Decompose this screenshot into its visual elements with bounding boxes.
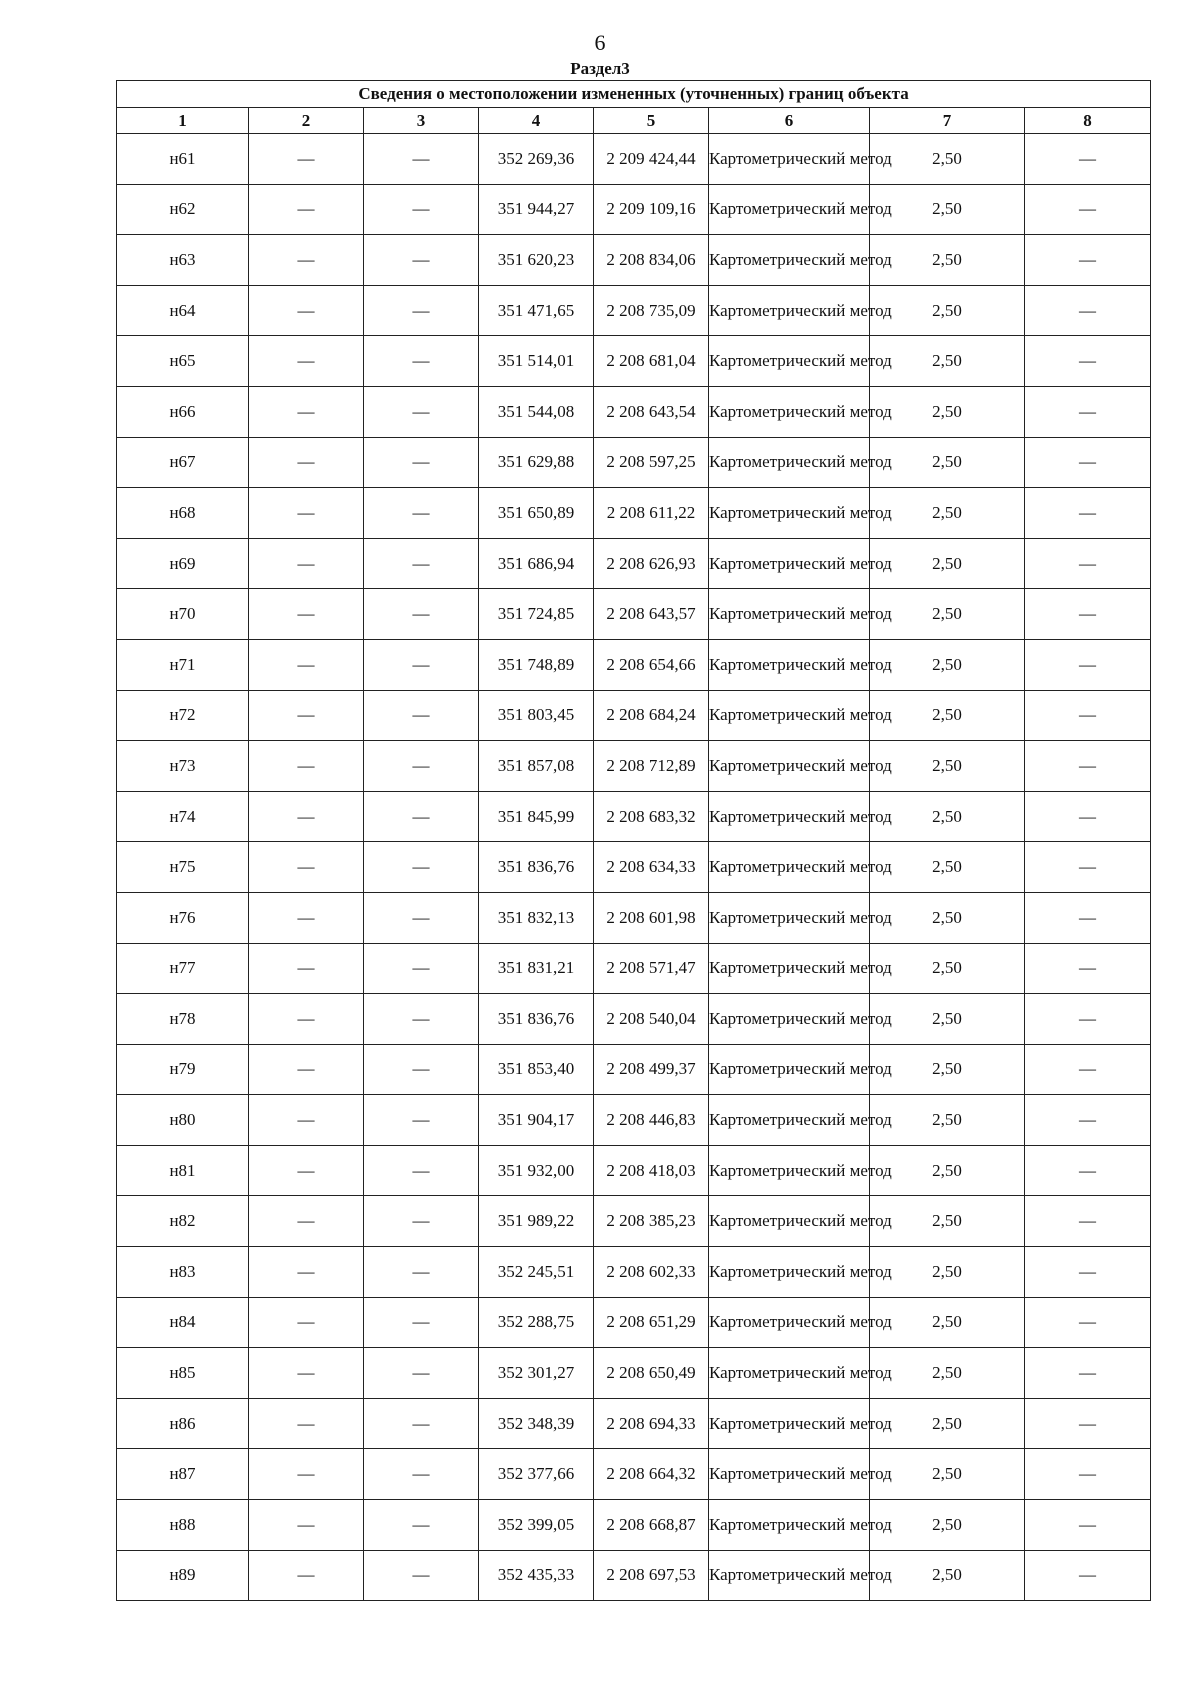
y-coordinate-cell: 2 208 683,32 [594,791,709,842]
table-caption: Сведения о местоположении измененных (уточненных) границ объекта [117,81,1151,108]
point-name-cell: н71 [117,639,249,690]
point-name-cell: н64 [117,285,249,336]
accuracy-cell: 2,50 [870,437,1025,488]
x-coordinate-cell: 351 514,01 [479,336,594,387]
empty-value-cell: — [364,1044,479,1095]
table-row [117,235,1151,286]
empty-value-cell: — [249,741,364,792]
empty-value-cell: — [1025,1550,1151,1601]
point-name-cell: н86 [117,1398,249,1449]
accuracy-cell: 2,50 [870,1348,1025,1399]
y-coordinate-cell: 2 208 601,98 [594,892,709,943]
accuracy-cell: 2,50 [870,741,1025,792]
accuracy-cell: 2,50 [870,1500,1025,1551]
method-cell: Картометрический метод [709,538,870,589]
accuracy-cell: 2,50 [870,892,1025,943]
table-row [117,1247,1151,1298]
x-coordinate-cell: 351 853,40 [479,1044,594,1095]
y-coordinate-cell: 2 209 109,16 [594,184,709,235]
x-coordinate-cell: 351 748,89 [479,639,594,690]
point-name-cell: н77 [117,943,249,994]
x-coordinate-cell: 351 904,17 [479,1095,594,1146]
point-name-cell: н66 [117,386,249,437]
method-cell: Картометрический метод [709,285,870,336]
empty-value-cell: — [364,1095,479,1146]
empty-value-cell: — [249,285,364,336]
table-row [117,943,1151,994]
accuracy-cell: 2,50 [870,791,1025,842]
table-row [117,1398,1151,1449]
empty-value-cell: — [364,741,479,792]
empty-value-cell: — [364,791,479,842]
x-coordinate-cell: 351 989,22 [479,1196,594,1247]
accuracy-cell: 2,50 [870,538,1025,589]
accuracy-cell: 2,50 [870,1095,1025,1146]
table-row [117,842,1151,893]
accuracy-cell: 2,50 [870,184,1025,235]
empty-value-cell: — [249,1196,364,1247]
point-name-cell: н81 [117,1145,249,1196]
point-name-cell: н88 [117,1500,249,1551]
column-number: 5 [594,108,709,134]
empty-value-cell: — [249,639,364,690]
empty-value-cell: — [364,538,479,589]
empty-value-cell: — [249,1398,364,1449]
x-coordinate-cell: 351 836,76 [479,994,594,1045]
x-coordinate-cell: 352 435,33 [479,1550,594,1601]
point-name-cell: н75 [117,842,249,893]
point-name-cell: н80 [117,1095,249,1146]
empty-value-cell: — [1025,1247,1151,1298]
point-name-cell: н87 [117,1449,249,1500]
x-coordinate-cell: 352 399,05 [479,1500,594,1551]
page-number: 6 [594,30,606,55]
accuracy-cell: 2,50 [870,386,1025,437]
table-row [117,134,1151,185]
accuracy-cell: 2,50 [870,639,1025,690]
empty-value-cell: — [1025,943,1151,994]
y-coordinate-cell: 2 208 694,33 [594,1398,709,1449]
empty-value-cell: — [249,184,364,235]
point-name-cell: н84 [117,1297,249,1348]
empty-value-cell: — [1025,1297,1151,1348]
empty-value-cell: — [364,690,479,741]
empty-value-cell: — [249,1044,364,1095]
column-number: 8 [1025,108,1151,134]
table-body [117,134,1151,1601]
table-row [117,791,1151,842]
x-coordinate-cell: 352 377,66 [479,1449,594,1500]
y-coordinate-cell: 2 208 681,04 [594,336,709,387]
empty-value-cell: — [1025,1044,1151,1095]
point-name-cell: н72 [117,690,249,741]
empty-value-cell: — [364,1196,479,1247]
table-row [117,336,1151,387]
method-cell: Картометрический метод [709,1145,870,1196]
y-coordinate-cell: 2 208 684,24 [594,690,709,741]
accuracy-cell: 2,50 [870,1196,1025,1247]
point-name-cell: н76 [117,892,249,943]
table-row [117,386,1151,437]
empty-value-cell: — [249,1348,364,1399]
empty-value-cell: — [249,943,364,994]
empty-value-cell: — [364,1500,479,1551]
point-name-cell: н69 [117,538,249,589]
y-coordinate-cell: 2 208 385,23 [594,1196,709,1247]
method-cell: Картометрический метод [709,1398,870,1449]
empty-value-cell: — [249,1247,364,1298]
empty-value-cell: — [249,994,364,1045]
table-row [117,1044,1151,1095]
table-row [117,1348,1151,1399]
y-coordinate-cell: 2 208 834,06 [594,235,709,286]
point-name-cell: н78 [117,994,249,1045]
empty-value-cell: — [1025,437,1151,488]
y-coordinate-cell: 2 208 634,33 [594,842,709,893]
empty-value-cell: — [364,437,479,488]
y-coordinate-cell: 2 208 626,93 [594,538,709,589]
y-coordinate-cell: 2 208 597,25 [594,437,709,488]
x-coordinate-cell: 351 944,27 [479,184,594,235]
empty-value-cell: — [249,488,364,539]
empty-value-cell: — [249,1145,364,1196]
empty-value-cell: — [364,1145,479,1196]
empty-value-cell: — [1025,741,1151,792]
method-cell: Картометрический метод [709,690,870,741]
table-row [117,1145,1151,1196]
empty-value-cell: — [249,386,364,437]
empty-value-cell: — [249,1550,364,1601]
empty-value-cell: — [1025,285,1151,336]
empty-value-cell: — [364,842,479,893]
empty-value-cell: — [249,437,364,488]
empty-value-cell: — [364,386,479,437]
empty-value-cell: — [249,336,364,387]
accuracy-cell: 2,50 [870,1145,1025,1196]
x-coordinate-cell: 351 857,08 [479,741,594,792]
empty-value-cell: — [364,1550,479,1601]
y-coordinate-cell: 2 208 735,09 [594,285,709,336]
x-coordinate-cell: 351 832,13 [479,892,594,943]
x-coordinate-cell: 351 471,65 [479,285,594,336]
x-coordinate-cell: 351 836,76 [479,842,594,893]
empty-value-cell: — [1025,842,1151,893]
empty-value-cell: — [249,538,364,589]
table-row [117,1449,1151,1500]
point-name-cell: н61 [117,134,249,185]
point-name-cell: н63 [117,235,249,286]
y-coordinate-cell: 2 208 643,57 [594,589,709,640]
accuracy-cell: 2,50 [870,235,1025,286]
empty-value-cell: — [1025,1398,1151,1449]
empty-value-cell: — [364,1398,479,1449]
empty-value-cell: — [364,1348,479,1399]
method-cell: Картометрический метод [709,741,870,792]
method-cell: Картометрический метод [709,184,870,235]
y-coordinate-cell: 2 208 571,47 [594,943,709,994]
empty-value-cell: — [1025,892,1151,943]
x-coordinate-cell: 351 803,45 [479,690,594,741]
y-coordinate-cell: 2 208 602,33 [594,1247,709,1298]
accuracy-cell: 2,50 [870,690,1025,741]
accuracy-cell: 2,50 [870,1398,1025,1449]
empty-value-cell: — [364,235,479,286]
method-cell: Картометрический метод [709,1196,870,1247]
y-coordinate-cell: 2 209 424,44 [594,134,709,185]
empty-value-cell: — [249,1449,364,1500]
y-coordinate-cell: 2 208 697,53 [594,1550,709,1601]
table-row [117,184,1151,235]
table-row [117,994,1151,1045]
point-name-cell: н67 [117,437,249,488]
method-cell: Картометрический метод [709,386,870,437]
column-number: 6 [709,108,870,134]
method-cell: Картометрический метод [709,589,870,640]
method-cell: Картометрический метод [709,1095,870,1146]
empty-value-cell: — [1025,994,1151,1045]
empty-value-cell: — [1025,134,1151,185]
accuracy-cell: 2,50 [870,1550,1025,1601]
point-name-cell: н85 [117,1348,249,1399]
empty-value-cell: — [1025,488,1151,539]
y-coordinate-cell: 2 208 540,04 [594,994,709,1045]
x-coordinate-cell: 351 620,23 [479,235,594,286]
empty-value-cell: — [364,1247,479,1298]
table-row [117,437,1151,488]
column-number: 4 [479,108,594,134]
empty-value-cell: — [364,184,479,235]
empty-value-cell: — [249,842,364,893]
accuracy-cell: 2,50 [870,1449,1025,1500]
column-number: 7 [870,108,1025,134]
point-name-cell: н89 [117,1550,249,1601]
empty-value-cell: — [1025,639,1151,690]
empty-value-cell: — [1025,1196,1151,1247]
method-cell: Картометрический метод [709,639,870,690]
y-coordinate-cell: 2 208 446,83 [594,1095,709,1146]
point-name-cell: н73 [117,741,249,792]
method-cell: Картометрический метод [709,1449,870,1500]
point-name-cell: н70 [117,589,249,640]
accuracy-cell: 2,50 [870,488,1025,539]
empty-value-cell: — [1025,1348,1151,1399]
point-name-cell: н65 [117,336,249,387]
empty-value-cell: — [249,1297,364,1348]
column-number: 2 [249,108,364,134]
accuracy-cell: 2,50 [870,943,1025,994]
table-row [117,538,1151,589]
x-coordinate-cell: 351 629,88 [479,437,594,488]
accuracy-cell: 2,50 [870,1044,1025,1095]
empty-value-cell: — [249,235,364,286]
point-name-cell: н74 [117,791,249,842]
method-cell: Картометрический метод [709,437,870,488]
empty-value-cell: — [364,589,479,640]
x-coordinate-cell: 351 845,99 [479,791,594,842]
table-row [117,488,1151,539]
empty-value-cell: — [1025,690,1151,741]
empty-value-cell: — [364,1449,479,1500]
accuracy-cell: 2,50 [870,134,1025,185]
table-row [117,285,1151,336]
empty-value-cell: — [364,285,479,336]
empty-value-cell: — [364,488,479,539]
empty-value-cell: — [1025,386,1151,437]
accuracy-cell: 2,50 [870,994,1025,1045]
table-row [117,1095,1151,1146]
table-row [117,1196,1151,1247]
boundary-coordinates-table [116,80,1151,1601]
y-coordinate-cell: 2 208 712,89 [594,741,709,792]
empty-value-cell: — [249,690,364,741]
method-cell: Картометрический метод [709,943,870,994]
x-coordinate-cell: 351 831,21 [479,943,594,994]
empty-value-cell: — [1025,589,1151,640]
table-row [117,639,1151,690]
method-cell: Картометрический метод [709,1500,870,1551]
method-cell: Картометрический метод [709,1247,870,1298]
y-coordinate-cell: 2 208 654,66 [594,639,709,690]
x-coordinate-cell: 352 348,39 [479,1398,594,1449]
empty-value-cell: — [364,639,479,690]
accuracy-cell: 2,50 [870,589,1025,640]
table-row [117,1500,1151,1551]
empty-value-cell: — [249,589,364,640]
empty-value-cell: — [364,336,479,387]
x-coordinate-cell: 352 288,75 [479,1297,594,1348]
point-name-cell: н62 [117,184,249,235]
empty-value-cell: — [1025,538,1151,589]
empty-value-cell: — [1025,1449,1151,1500]
empty-value-cell: — [249,1500,364,1551]
method-cell: Картометрический метод [709,488,870,539]
empty-value-cell: — [1025,184,1151,235]
method-cell: Картометрический метод [709,791,870,842]
table-row [117,1550,1151,1601]
empty-value-cell: — [249,134,364,185]
x-coordinate-cell: 352 245,51 [479,1247,594,1298]
method-cell: Картометрический метод [709,1044,870,1095]
empty-value-cell: — [249,1095,364,1146]
column-number: 1 [117,108,249,134]
empty-value-cell: — [364,1297,479,1348]
y-coordinate-cell: 2 208 611,22 [594,488,709,539]
method-cell: Картометрический метод [709,134,870,185]
empty-value-cell: — [364,134,479,185]
accuracy-cell: 2,50 [870,842,1025,893]
table-row [117,690,1151,741]
x-coordinate-cell: 351 544,08 [479,386,594,437]
column-number-row [117,108,1151,134]
x-coordinate-cell: 351 686,94 [479,538,594,589]
method-cell: Картометрический метод [709,1297,870,1348]
x-coordinate-cell: 351 650,89 [479,488,594,539]
point-name-cell: н83 [117,1247,249,1298]
y-coordinate-cell: 2 208 643,54 [594,386,709,437]
point-name-cell: н82 [117,1196,249,1247]
accuracy-cell: 2,50 [870,1247,1025,1298]
y-coordinate-cell: 2 208 499,37 [594,1044,709,1095]
empty-value-cell: — [1025,1095,1151,1146]
x-coordinate-cell: 351 724,85 [479,589,594,640]
empty-value-cell: — [364,994,479,1045]
y-coordinate-cell: 2 208 668,87 [594,1500,709,1551]
x-coordinate-cell: 352 269,36 [479,134,594,185]
x-coordinate-cell: 351 932,00 [479,1145,594,1196]
empty-value-cell: — [249,892,364,943]
empty-value-cell: — [364,943,479,994]
y-coordinate-cell: 2 208 664,32 [594,1449,709,1500]
method-cell: Картометрический метод [709,842,870,893]
empty-value-cell: — [1025,1145,1151,1196]
accuracy-cell: 2,50 [870,336,1025,387]
empty-value-cell: — [1025,791,1151,842]
point-name-cell: н68 [117,488,249,539]
empty-value-cell: — [249,791,364,842]
empty-value-cell: — [1025,1500,1151,1551]
empty-value-cell: — [1025,336,1151,387]
table-row [117,741,1151,792]
table-row [117,1297,1151,1348]
method-cell: Картометрический метод [709,336,870,387]
method-cell: Картометрический метод [709,1348,870,1399]
x-coordinate-cell: 352 301,27 [479,1348,594,1399]
method-cell: Картометрический метод [709,1550,870,1601]
empty-value-cell: — [1025,235,1151,286]
empty-value-cell: — [364,892,479,943]
method-cell: Картометрический метод [709,994,870,1045]
accuracy-cell: 2,50 [870,285,1025,336]
y-coordinate-cell: 2 208 651,29 [594,1297,709,1348]
section-title: Раздел3 [570,59,630,78]
method-cell: Картометрический метод [709,892,870,943]
point-name-cell: н79 [117,1044,249,1095]
y-coordinate-cell: 2 208 650,49 [594,1348,709,1399]
column-number: 3 [364,108,479,134]
method-cell: Картометрический метод [709,235,870,286]
table-row [117,892,1151,943]
table-row [117,589,1151,640]
y-coordinate-cell: 2 208 418,03 [594,1145,709,1196]
accuracy-cell: 2,50 [870,1297,1025,1348]
